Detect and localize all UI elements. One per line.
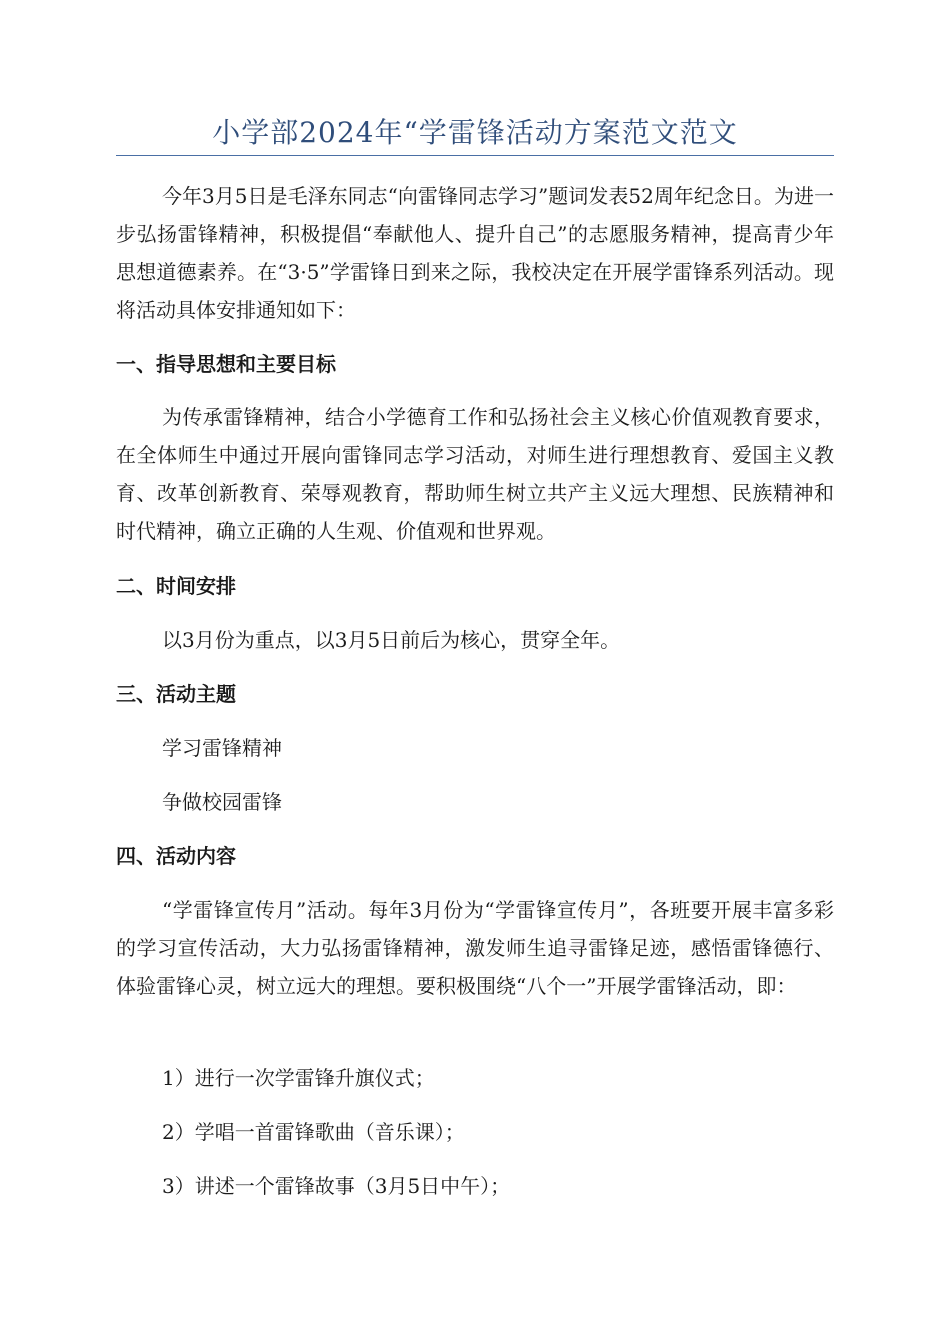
section-body-content: “学雷锋宣传月”活动。每年3月份为“学雷锋宣传月”，各班要开展丰富多彩的学习宣传活动，大力弘扬雷锋精神，激发师生追寻雷锋足迹，感悟雷锋德行、体验雷锋心灵，树立远大的理想。要积极围绕“八个一”开展学雷锋活动，即：: [116, 898, 834, 998]
theme-line-2: 争做校园雷锋: [162, 790, 282, 814]
content-item-1: 1）进行一次学雷锋升旗仪式；: [162, 1066, 435, 1090]
document-title: 小学部2024年“学雷锋活动方案范文范文: [212, 116, 738, 149]
section-body-guiding-ideology: 为传承雷锋精神，结合小学德育工作和弘扬社会主义核心价值观教育要求，在全体师生中通过开展向雷锋同志学习活动，对师生进行理想教育、爱国主义教育、改革创新教育、荣辱观教育，帮助师生树立共产主义远大理想、民族精神和时代精神，确立正确的人生观、价值观和世界观。: [116, 405, 834, 543]
section-heading-schedule: 二、时间安排: [116, 574, 236, 598]
section-heading-guiding-ideology: 一、指导思想和主要目标: [116, 352, 336, 376]
intro-paragraph: 今年3月5日是毛泽东同志“向雷锋同志学习”题词发表52周年纪念日。为进一步弘扬雷锋精神，积极提倡“奉献他人、提升自己”的志愿服务精神，提高青少年思想道德素养。在“3·5”学雷锋日到来之际，我校决定在开展学雷锋系列活动。现将活动具体安排通知如下：: [116, 184, 834, 322]
content-item-2: 2）学唱一首雷锋歌曲（音乐课）；: [162, 1120, 465, 1144]
section-heading-content: 四、活动内容: [116, 844, 236, 868]
theme-line-1: 学习雷锋精神: [162, 736, 282, 760]
section-heading-theme: 三、活动主题: [116, 682, 236, 706]
title-underline: [116, 155, 834, 156]
content-item-3: 3）讲述一个雷锋故事（3月5日中午）；: [162, 1174, 511, 1198]
section-body-schedule: 以3月份为重点，以3月5日前后为核心，贯穿全年。: [162, 628, 621, 652]
